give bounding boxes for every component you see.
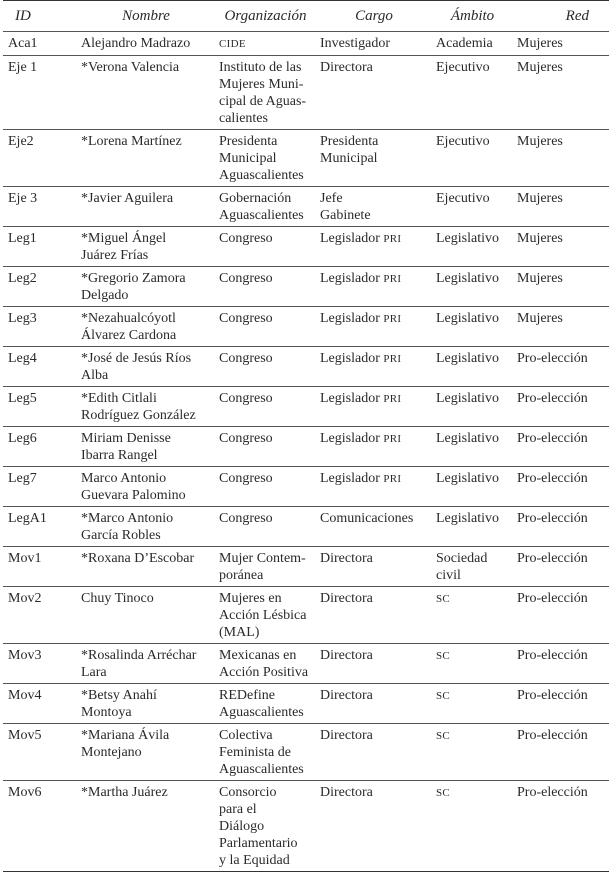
cell-red-text: Pro-elección — [517, 728, 588, 743]
table-row — [3, 267, 609, 307]
cell-cargo — [316, 467, 432, 507]
cell-organizacion — [215, 56, 316, 130]
table-row — [3, 56, 609, 130]
cell-ambito — [432, 427, 513, 467]
cell-organizacion-text: REDefine Aguascalientes — [219, 688, 304, 720]
cell-cargo — [316, 547, 432, 587]
party-abbr: PRI — [383, 313, 402, 325]
cell-nombre-text: *Miguel Ángel Juárez Frías — [81, 231, 167, 263]
cell-nombre — [77, 130, 215, 187]
cell-nombre — [77, 684, 215, 724]
cell-organizacion — [215, 130, 316, 187]
cell-cargo-text: Jefe Gabinete — [320, 191, 371, 223]
party-abbr: PRI — [383, 393, 402, 405]
cell-organizacion — [215, 547, 316, 587]
cell-id — [3, 427, 77, 467]
header-id: ID — [3, 1, 77, 32]
cell-organizacion-text: Congreso — [219, 511, 273, 526]
cell-organizacion-text: Congreso — [219, 271, 273, 286]
cell-cargo — [316, 347, 432, 387]
table-row — [3, 187, 609, 227]
cell-cargo-text: Legislador — [320, 391, 380, 406]
cell-ambito — [432, 387, 513, 427]
cell-cargo-text: Legislador — [320, 311, 380, 326]
cell-nombre-text: *Mariana Ávila Montejano — [81, 728, 170, 760]
header-ambito: Ámbito — [432, 1, 513, 32]
cell-cargo-text: Investigador — [320, 36, 390, 51]
cell-organizacion — [215, 427, 316, 467]
cell-id-text: Leg6 — [8, 431, 37, 446]
cell-id — [3, 467, 77, 507]
cell-nombre — [77, 347, 215, 387]
cell-ambito-text: Ejecutivo — [436, 134, 490, 149]
cell-id-text: Mov2 — [8, 591, 42, 606]
cell-red — [513, 267, 609, 307]
cell-id — [3, 187, 77, 227]
cell-ambito-text: Legislativo — [436, 271, 499, 286]
cell-nombre — [77, 507, 215, 547]
table-row — [3, 130, 609, 187]
cell-organizacion-text: Congreso — [219, 231, 273, 246]
cell-organizacion — [215, 387, 316, 427]
table-row — [3, 427, 609, 467]
cell-nombre-text: *Marco Antonio García Robles — [81, 511, 174, 543]
cell-ambito — [432, 307, 513, 347]
cell-id-text: Leg2 — [8, 271, 37, 286]
cell-id-text: Leg5 — [8, 391, 37, 406]
cell-id — [3, 227, 77, 267]
table-row — [3, 587, 609, 644]
party-abbr: PRI — [383, 273, 402, 285]
cell-cargo — [316, 32, 432, 56]
cell-ambito — [432, 547, 513, 587]
cell-id-text: Mov5 — [8, 728, 42, 743]
cell-cargo — [316, 644, 432, 684]
cell-cargo-text: Legislador — [320, 471, 380, 486]
cell-nombre-text: Chuy Tinoco — [81, 591, 154, 606]
cell-ambito — [432, 781, 513, 872]
cell-id — [3, 547, 77, 587]
cell-ambito-text: Ejecutivo — [436, 60, 490, 75]
table-row — [3, 684, 609, 724]
cell-nombre — [77, 267, 215, 307]
cell-red — [513, 307, 609, 347]
table-body — [3, 32, 609, 872]
cell-ambito-text: SC — [436, 730, 451, 742]
cell-id — [3, 587, 77, 644]
cell-id — [3, 267, 77, 307]
cell-id-text: Leg4 — [8, 351, 37, 366]
table-row — [3, 307, 609, 347]
cell-ambito — [432, 644, 513, 684]
cell-ambito — [432, 227, 513, 267]
cell-cargo — [316, 187, 432, 227]
cell-id-text: Eje2 — [8, 134, 34, 149]
cell-id-text: Leg1 — [8, 231, 37, 246]
cell-cargo-text: Comunicaciones — [320, 511, 414, 526]
cell-organizacion-text: Gobernación Aguascalientes — [219, 191, 304, 223]
cell-nombre-text: *Javier Aguilera — [81, 191, 174, 206]
cell-cargo — [316, 587, 432, 644]
cell-red — [513, 32, 609, 56]
cell-organizacion-text: Presidenta Municipal Aguascalientes — [219, 134, 304, 183]
header-cargo: Cargo — [316, 1, 432, 32]
cell-organizacion-text: Congreso — [219, 311, 273, 326]
cell-id-text: LegA1 — [8, 511, 47, 526]
cell-ambito-text: Legislativo — [436, 471, 499, 486]
cell-ambito-text: Sociedad civil — [436, 551, 488, 583]
cell-organizacion-text: Congreso — [219, 391, 273, 406]
cell-organizacion-text: Congreso — [219, 471, 273, 486]
cell-red — [513, 507, 609, 547]
cell-nombre-text: *Rosalinda Arréchar Lara — [81, 648, 197, 680]
cell-ambito — [432, 724, 513, 781]
cell-red-text: Mujeres — [517, 36, 563, 51]
cell-cargo — [316, 507, 432, 547]
party-abbr: PRI — [383, 433, 402, 445]
cell-ambito — [432, 267, 513, 307]
cell-id-text: Mov6 — [8, 785, 42, 800]
cell-id — [3, 507, 77, 547]
cell-organizacion — [215, 724, 316, 781]
cell-organizacion — [215, 227, 316, 267]
party-abbr: PRI — [383, 473, 402, 485]
cell-cargo — [316, 684, 432, 724]
cell-ambito-text: Legislativo — [436, 391, 499, 406]
cell-red — [513, 644, 609, 684]
cell-organizacion — [215, 187, 316, 227]
cell-red — [513, 347, 609, 387]
cell-id — [3, 130, 77, 187]
cell-id — [3, 56, 77, 130]
cell-red-text: Pro-elección — [517, 351, 588, 366]
cell-cargo — [316, 307, 432, 347]
cell-ambito-text: Legislativo — [436, 351, 499, 366]
cell-cargo-text: Presidenta Municipal — [320, 134, 379, 166]
cell-id — [3, 387, 77, 427]
cell-nombre-text: *Edith Citlali Rodríguez González — [81, 391, 196, 423]
cell-organizacion — [215, 644, 316, 684]
cell-red-text: Pro-elección — [517, 511, 588, 526]
cell-red-text: Mujeres — [517, 60, 563, 75]
cell-organizacion — [215, 267, 316, 307]
cell-id-text: Mov3 — [8, 648, 42, 663]
cell-ambito — [432, 467, 513, 507]
cell-organizacion — [215, 587, 316, 644]
cell-organizacion-text: CIDE — [219, 38, 246, 50]
cell-cargo — [316, 781, 432, 872]
cell-organizacion-text: Mujeres en Acción Lésbica (MAL) — [219, 591, 307, 640]
table-row — [3, 507, 609, 547]
cell-red — [513, 781, 609, 872]
cell-id — [3, 781, 77, 872]
cell-red — [513, 467, 609, 507]
table-row — [3, 387, 609, 427]
cell-id-text: Eje 3 — [8, 191, 38, 206]
cell-red-text: Pro-elección — [517, 391, 588, 406]
cell-nombre — [77, 587, 215, 644]
cell-ambito — [432, 56, 513, 130]
cell-nombre — [77, 724, 215, 781]
cell-nombre-text: *Roxana D’Escobar — [81, 551, 195, 566]
cell-ambito-text: Legislativo — [436, 311, 499, 326]
cell-nombre-text: *Nezahualcóyotl Álvarez Cardona — [81, 311, 177, 343]
cell-id-text: Mov1 — [8, 551, 42, 566]
cell-nombre — [77, 307, 215, 347]
cell-organizacion-text: Congreso — [219, 351, 273, 366]
cell-ambito-text: Legislativo — [436, 431, 499, 446]
cell-organizacion-text: Congreso — [219, 431, 273, 446]
header-nombre: Nombre — [77, 1, 215, 32]
cell-cargo-text: Legislador — [320, 271, 380, 286]
cell-organizacion-text: Consorcio para el Diálogo Parlamentario y la Equidad — [219, 785, 298, 868]
cell-cargo-text: Directora — [320, 728, 373, 743]
cell-ambito-text: Legislativo — [436, 511, 499, 526]
cell-red — [513, 187, 609, 227]
cell-id — [3, 724, 77, 781]
cell-nombre — [77, 644, 215, 684]
cell-red — [513, 227, 609, 267]
cell-red — [513, 684, 609, 724]
cell-organizacion — [215, 347, 316, 387]
cell-ambito-text: SC — [436, 690, 451, 702]
cell-cargo — [316, 130, 432, 187]
cell-organizacion — [215, 781, 316, 872]
cell-organizacion-text: Mujer Contem- poránea — [219, 551, 306, 583]
cell-nombre-text: *José de Jesús Ríos Alba — [81, 351, 192, 383]
cell-id — [3, 32, 77, 56]
table-row — [3, 724, 609, 781]
cell-cargo-text: Directora — [320, 60, 373, 75]
header-red: Red — [513, 1, 609, 32]
cell-red-text: Pro-elección — [517, 648, 588, 663]
cell-nombre — [77, 427, 215, 467]
cell-id — [3, 307, 77, 347]
cell-ambito-text: SC — [436, 593, 451, 605]
table-row — [3, 547, 609, 587]
cell-organizacion — [215, 467, 316, 507]
cell-nombre — [77, 547, 215, 587]
cell-cargo-text: Directora — [320, 785, 373, 800]
cell-nombre-text: Marco Antonio Guevara Palomino — [81, 471, 186, 503]
cell-nombre-text: Miriam Denisse Ibarra Rangel — [81, 431, 171, 463]
cell-red-text: Mujeres — [517, 134, 563, 149]
cell-red-text: Pro-elección — [517, 551, 588, 566]
cell-red-text: Pro-elección — [517, 688, 588, 703]
cell-ambito-text: SC — [436, 650, 451, 662]
cell-red — [513, 130, 609, 187]
cell-nombre — [77, 32, 215, 56]
cell-ambito-text: Legislativo — [436, 231, 499, 246]
cell-organizacion — [215, 507, 316, 547]
cell-red — [513, 56, 609, 130]
party-abbr: PRI — [383, 353, 402, 365]
cell-id-text: Aca1 — [8, 36, 38, 51]
table-row — [3, 644, 609, 684]
table-row — [3, 32, 609, 56]
cell-organizacion — [215, 307, 316, 347]
cell-nombre — [77, 227, 215, 267]
actors-table — [3, 0, 609, 872]
table-row — [3, 467, 609, 507]
cell-nombre-text: *Betsy Anahí Montoya — [81, 688, 157, 720]
cell-organizacion — [215, 684, 316, 724]
cell-id-text: Leg7 — [8, 471, 37, 486]
cell-red — [513, 387, 609, 427]
cell-ambito — [432, 347, 513, 387]
cell-nombre — [77, 781, 215, 872]
cell-red-text: Pro-elección — [517, 785, 588, 800]
cell-red-text: Pro-elección — [517, 431, 588, 446]
cell-red — [513, 587, 609, 644]
cell-red-text: Mujeres — [517, 311, 563, 326]
cell-nombre-text: *Verona Valencia — [81, 60, 180, 75]
cell-nombre — [77, 187, 215, 227]
party-abbr: PRI — [383, 233, 402, 245]
cell-id — [3, 644, 77, 684]
cell-ambito — [432, 32, 513, 56]
cell-nombre-text: *Martha Juárez — [81, 785, 168, 800]
cell-cargo-text: Directora — [320, 648, 373, 663]
cell-nombre — [77, 467, 215, 507]
cell-nombre — [77, 56, 215, 130]
cell-ambito — [432, 130, 513, 187]
cell-nombre — [77, 387, 215, 427]
table-header-row — [3, 1, 609, 32]
cell-red-text: Pro-elección — [517, 591, 588, 606]
cell-red — [513, 427, 609, 467]
cell-cargo — [316, 387, 432, 427]
cell-ambito — [432, 507, 513, 547]
cell-nombre-text: *Gregorio Zamora Delgado — [81, 271, 186, 303]
cell-id-text: Leg3 — [8, 311, 37, 326]
cell-ambito — [432, 587, 513, 644]
cell-organizacion-text: Instituto de las Mujeres Muni- cipal de Aguas- calientes — [219, 60, 307, 126]
cell-id — [3, 347, 77, 387]
cell-ambito — [432, 684, 513, 724]
cell-ambito — [432, 187, 513, 227]
cell-red-text: Mujeres — [517, 271, 563, 286]
cell-ambito-text: SC — [436, 787, 451, 799]
cell-red — [513, 547, 609, 587]
cell-red-text: Pro-elección — [517, 471, 588, 486]
cell-cargo — [316, 267, 432, 307]
cell-cargo-text: Legislador — [320, 351, 380, 366]
cell-cargo — [316, 724, 432, 781]
cell-ambito-text: Ejecutivo — [436, 191, 490, 206]
cell-red-text: Mujeres — [517, 191, 563, 206]
cell-cargo — [316, 427, 432, 467]
header-organizacion: Organización — [215, 1, 316, 32]
cell-organizacion-text: Mexicanas en Acción Positiva — [219, 648, 309, 680]
cell-id-text: Mov4 — [8, 688, 42, 703]
cell-cargo-text: Legislador — [320, 431, 380, 446]
cell-cargo-text: Directora — [320, 551, 373, 566]
cell-cargo-text: Legislador — [320, 231, 380, 246]
cell-id-text: Eje 1 — [8, 60, 38, 75]
cell-cargo — [316, 56, 432, 130]
cell-organizacion — [215, 32, 316, 56]
cell-red-text: Mujeres — [517, 231, 563, 246]
cell-cargo — [316, 227, 432, 267]
cell-ambito-text: Academia — [436, 36, 493, 51]
table-row — [3, 227, 609, 267]
cell-id — [3, 684, 77, 724]
cell-nombre-text: Alejandro Madrazo — [81, 36, 191, 51]
cell-nombre-text: *Lorena Martínez — [81, 134, 182, 149]
cell-cargo-text: Directora — [320, 688, 373, 703]
table-row — [3, 347, 609, 387]
table-row — [3, 781, 609, 872]
cell-cargo-text: Directora — [320, 591, 373, 606]
cell-red — [513, 724, 609, 781]
cell-organizacion-text: Colectiva Feminista de Aguascalientes — [219, 728, 304, 777]
